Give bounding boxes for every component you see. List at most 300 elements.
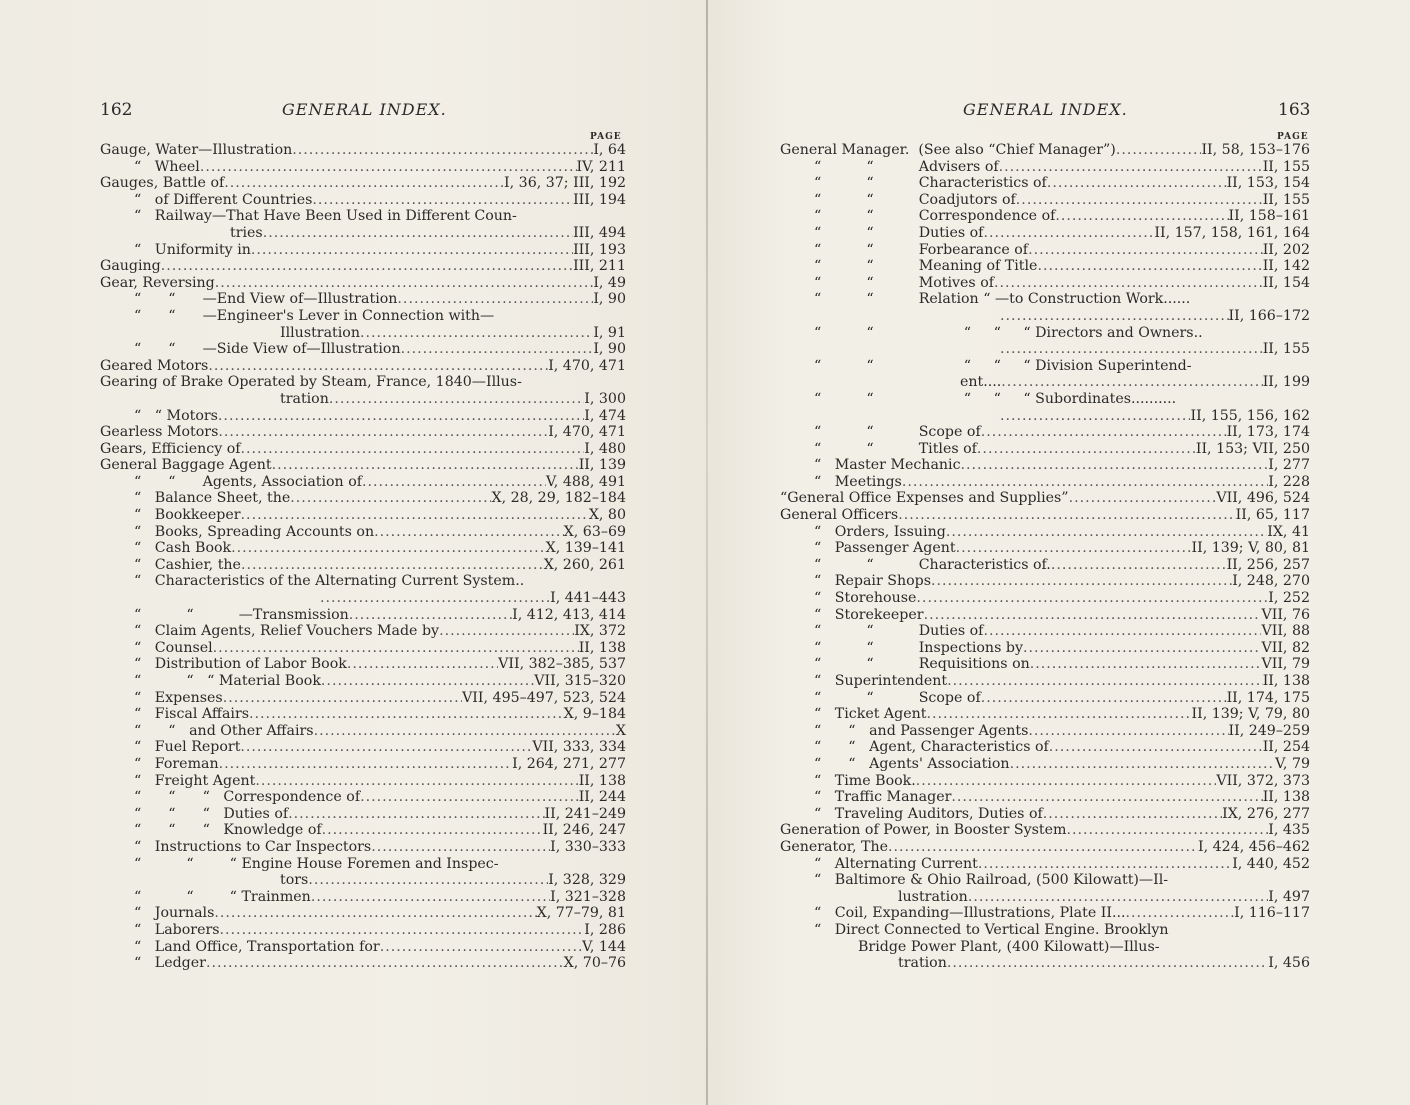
index-entry <box>100 856 626 873</box>
leader-dots <box>360 789 579 806</box>
entry-text: “ Expenses <box>134 689 223 706</box>
leader-dots <box>322 822 543 839</box>
leader-dots <box>292 142 593 159</box>
page-reference: II, 155 <box>1262 191 1310 208</box>
leader-dots <box>1000 341 1263 358</box>
page-reference: II, 153, 154 <box>1226 175 1310 192</box>
index-entry <box>780 839 1310 856</box>
entry-text: “ “ Duties of <box>814 224 984 241</box>
leader-dots <box>902 474 1268 491</box>
index-entry <box>100 341 626 358</box>
entry-text: “ Meetings <box>814 473 902 490</box>
page-reference: I, 286 <box>584 921 626 938</box>
entry-text: Bridge Power Plant, (400 Kilowatt)—Illus- <box>858 938 1160 955</box>
leader-dots <box>349 607 512 624</box>
leader-dots <box>208 358 548 375</box>
index-entry <box>100 507 626 524</box>
page-reference: I, 228 <box>1268 473 1310 490</box>
entry-text: “ “ Scope of <box>814 689 981 706</box>
index-entry <box>780 739 1310 756</box>
page-reference: II, 202 <box>1262 241 1310 258</box>
page-reference: I, 470, 471 <box>548 424 626 441</box>
page-reference: II, 244 <box>578 789 626 806</box>
leader-dots <box>898 507 1235 524</box>
index-entry <box>100 723 626 740</box>
index-entry <box>780 441 1310 458</box>
leader-dots <box>312 192 573 209</box>
index-entry <box>780 557 1310 574</box>
page-reference: V, 144 <box>582 938 626 955</box>
leader-dots <box>927 706 1192 723</box>
entry-text: “ Traveling Auditors, Duties of <box>814 805 1043 822</box>
index-entries <box>100 142 626 972</box>
page-reference: X, 139–141 <box>545 540 626 557</box>
leader-dots <box>961 457 1269 474</box>
page-reference: II, 254 <box>1262 739 1310 756</box>
leader-dots <box>218 408 584 425</box>
entry-text: General Manager. (See also “Chief Manager”) <box>780 142 1116 158</box>
index-entry <box>780 889 1310 906</box>
leader-dots <box>994 275 1263 292</box>
right-page <box>705 0 1410 1105</box>
entry-text: “ Characteristics of the Alternating Current System.. <box>134 573 525 590</box>
index-entry <box>100 275 626 292</box>
index-entry <box>780 723 1310 740</box>
index-entry <box>780 474 1310 491</box>
entry-text: tries <box>230 224 263 241</box>
entry-text: Gauging <box>100 258 161 275</box>
leader-dots <box>947 673 1263 690</box>
entry-text: “ Land Office, Transportation for <box>134 938 380 955</box>
page-reference: VII, 382–385, 537 <box>498 656 626 673</box>
entry-text: tors <box>280 872 309 889</box>
page-reference: I, 435 <box>1268 822 1310 839</box>
leader-dots <box>263 225 573 242</box>
entry-text: “ “ Agents, Association of <box>134 473 362 490</box>
index-entry <box>100 474 626 491</box>
leader-dots <box>308 872 548 889</box>
index-entry <box>780 706 1310 723</box>
leader-dots <box>360 325 593 342</box>
entry-text: General Officers <box>780 507 899 524</box>
page-reference: VII, 79 <box>1261 656 1310 673</box>
entry-text: “ Journals <box>134 905 215 922</box>
leader-dots <box>374 524 564 541</box>
index-entry <box>100 457 626 474</box>
leader-dots <box>916 773 1217 790</box>
leader-dots <box>224 175 504 192</box>
entry-text: Geared Motors <box>100 357 209 374</box>
index-entry <box>100 142 626 159</box>
entry-text: “ “ Advisers of <box>814 158 999 175</box>
page-reference: I, 36, 37; III, 192 <box>504 175 626 192</box>
index-entry <box>100 424 626 441</box>
index-entry <box>780 175 1310 192</box>
index-entry <box>100 922 626 939</box>
index-entry <box>100 408 626 425</box>
page-reference: I, 470, 471 <box>548 357 626 374</box>
index-entry <box>780 142 1310 159</box>
entry-text: Illustration <box>280 324 360 341</box>
index-entry <box>780 822 1310 839</box>
entry-text: “ “ Scope of <box>814 424 981 441</box>
page-reference: II, 249–259 <box>1228 722 1310 739</box>
leader-dots <box>206 955 564 972</box>
index-entry <box>100 789 626 806</box>
leader-dots <box>311 889 550 906</box>
index-entry <box>100 358 626 375</box>
entry-text: “ Master Mechanic <box>814 457 961 474</box>
index-entry <box>100 839 626 856</box>
index-entry <box>100 374 626 391</box>
page-reference: II, 139 <box>578 457 626 474</box>
leader-dots <box>362 474 546 491</box>
page-reference: IX, 372 <box>574 623 626 640</box>
leader-dots <box>924 607 1262 624</box>
index-entry <box>780 507 1310 524</box>
entry-text: “ “ Correspondence of <box>814 208 1056 225</box>
entry-text: “ “ “ “ “ Division Superintend- <box>814 357 1192 374</box>
index-entry <box>780 806 1310 823</box>
page-reference: II, 142 <box>1262 258 1310 275</box>
leader-dots <box>1069 490 1217 507</box>
page-reference: I, 264, 271, 277 <box>512 755 626 772</box>
entry-text: “ Cashier, the <box>134 556 241 573</box>
entry-text: “ “ Agent, Characteristics of <box>814 739 1049 756</box>
page-reference: I, 412, 413, 414 <box>512 606 626 623</box>
index-entry <box>100 889 626 906</box>
leader-dots <box>981 690 1227 707</box>
leader-dots <box>1000 308 1229 325</box>
index-entry <box>100 673 626 690</box>
page-reference: II, 199 <box>1262 374 1310 391</box>
index-entry <box>780 905 1310 922</box>
page-reference: II, 155 <box>1262 158 1310 175</box>
page-reference: II, 138 <box>1262 673 1310 689</box>
entry-text: “ Distribution of Labor Book <box>134 656 347 673</box>
entry-text: “ Laborers <box>134 921 220 938</box>
leader-dots <box>272 457 579 474</box>
page-reference: X, 9–184 <box>563 706 626 723</box>
page-reference: III, 211 <box>573 258 626 275</box>
leader-dots <box>968 889 1268 906</box>
index-entry <box>780 391 1310 408</box>
index-entry <box>780 159 1310 176</box>
leader-dots <box>215 275 594 292</box>
entry-text: “ Fiscal Affairs <box>134 706 250 723</box>
index-entry <box>780 939 1310 956</box>
page-reference: VII, 496, 524 <box>1216 490 1310 507</box>
page-reference: II, 139; V, 79, 80 <box>1191 706 1310 723</box>
page-reference: V, 488, 491 <box>546 473 626 490</box>
entry-text: “ Superintendent <box>814 673 948 689</box>
running-title: GENERAL INDEX. <box>282 100 447 119</box>
leader-dots <box>1030 656 1262 673</box>
page-reference: I, 480 <box>584 440 626 457</box>
page-reference: X, 28, 29, 182–184 <box>491 490 626 507</box>
leader-dots <box>320 590 550 607</box>
index-entry <box>780 308 1310 325</box>
running-title: GENERAL INDEX. <box>963 100 1128 119</box>
index-entry <box>100 640 626 657</box>
entry-text: “ Time Book. <box>814 772 916 789</box>
entry-text: Gauge, Water—Illustration <box>100 142 293 158</box>
index-entry <box>100 739 626 756</box>
page-reference: I, 440, 452 <box>1232 855 1310 872</box>
leader-dots <box>951 789 1262 806</box>
index-entry <box>100 806 626 823</box>
page-reference: I, 300 <box>584 390 626 407</box>
page-column-label: PAGE <box>1277 132 1309 142</box>
index-entry <box>100 540 626 557</box>
leader-dots <box>1049 739 1263 756</box>
entry-text: “ “ —Transmission <box>134 606 349 623</box>
page-reference: I, 330–333 <box>550 838 626 855</box>
index-entry <box>100 656 626 673</box>
leader-dots <box>1051 557 1227 574</box>
index-entry <box>780 192 1310 209</box>
index-entry <box>100 706 626 723</box>
index-entry <box>100 573 626 590</box>
leader-dots <box>249 706 564 723</box>
index-entry <box>100 905 626 922</box>
leader-dots <box>240 739 532 756</box>
index-entry <box>100 242 626 259</box>
leader-dots <box>223 690 462 707</box>
entry-text: “ Balance Sheet, the <box>134 490 291 507</box>
page-reference: X <box>615 722 626 739</box>
leader-dots <box>983 225 1154 242</box>
index-entry <box>100 524 626 541</box>
index-entry <box>100 159 626 176</box>
page-reference: X, 63–69 <box>563 523 626 540</box>
index-entry <box>100 325 626 342</box>
entry-text: “ Storekeeper <box>814 606 924 623</box>
index-entry <box>780 524 1310 541</box>
index-entry <box>780 374 1310 391</box>
index-entry <box>780 341 1310 358</box>
index-entry <box>100 822 626 839</box>
page-reference: II, 174, 175 <box>1226 689 1310 706</box>
page-reference: II, 139; V, 80, 81 <box>1191 540 1310 557</box>
entry-text: “ Railway—That Have Been Used in Different Coun- <box>134 208 517 225</box>
entry-text: “ Storehouse <box>814 590 917 607</box>
leader-dots <box>1037 258 1262 275</box>
entry-text: “ “ “ Knowledge of <box>134 822 322 839</box>
entry-text: “ Foreman <box>134 755 219 772</box>
page-reference: X, 77–79, 81 <box>536 905 626 922</box>
entry-text: “ Passenger Agent <box>814 540 956 557</box>
page-reference: II, 65, 117 <box>1235 507 1310 524</box>
entry-text: “ Bookkeeper <box>134 507 241 524</box>
index-entry <box>780 656 1310 673</box>
index-entry <box>100 391 626 408</box>
page-reference: I, 424, 456–462 <box>1198 838 1310 855</box>
page-reference: VII, 495–497, 523, 524 <box>462 689 626 706</box>
entry-text: Generation of Power, in Booster System <box>780 822 1067 839</box>
leader-dots <box>219 756 512 773</box>
leader-dots <box>288 806 544 823</box>
leader-dots <box>1028 723 1228 740</box>
entry-text: “ “ —Engineer's Lever in Connection with— <box>134 307 495 324</box>
entry-text: lustration <box>898 888 968 905</box>
leader-dots <box>1055 208 1228 225</box>
page-reference: I, 116–117 <box>1234 905 1310 922</box>
leader-dots <box>999 159 1263 176</box>
leader-dots <box>380 939 582 956</box>
leader-dots <box>947 955 1268 972</box>
leader-dots <box>218 424 548 441</box>
entry-text: “ “ “ Engine House Foremen and Inspec- <box>134 855 499 872</box>
page-reference: III, 194 <box>573 191 626 208</box>
index-entry <box>100 607 626 624</box>
index-entry <box>780 408 1310 425</box>
leader-dots <box>1047 175 1227 192</box>
leader-dots <box>371 839 550 856</box>
entry-text: “ “ Agents' Association <box>814 755 1010 772</box>
page-reference: VII, 315–320 <box>534 673 626 689</box>
page-reference: II, 154 <box>1262 274 1310 291</box>
index-entry <box>100 175 626 192</box>
entry-text: “ Direct Connected to Vertical Engine. Brooklyn <box>814 921 1169 938</box>
index-entry <box>100 208 626 225</box>
page-reference: IV, 211 <box>576 158 626 175</box>
entry-text: “ Uniformity in <box>134 241 251 258</box>
entry-text: “ Orders, Issuing <box>814 523 946 540</box>
leader-dots <box>214 905 536 922</box>
leader-dots <box>981 424 1227 441</box>
entry-text: “ “ Relation “ —to Construction Work...... <box>814 291 1191 308</box>
entry-text: tration <box>898 955 947 972</box>
index-entry <box>780 590 1310 607</box>
index-entry <box>780 922 1310 939</box>
index-entry <box>780 955 1310 972</box>
leader-dots <box>241 557 544 574</box>
leader-dots <box>1028 242 1263 259</box>
page-reference: VII, 333, 334 <box>532 739 626 756</box>
index-entry <box>780 490 1310 507</box>
entry-text: Gearless Motors <box>100 424 219 441</box>
page-reference: II, 173, 174 <box>1226 424 1310 441</box>
leader-dots <box>1000 408 1190 425</box>
entry-text: “ “ Duties of <box>814 623 984 640</box>
page-reference: II, 256, 257 <box>1226 556 1310 573</box>
entry-text: “ “ Characteristics of <box>814 175 1047 192</box>
leader-dots <box>1010 756 1276 773</box>
leader-dots <box>439 623 574 640</box>
index-entry <box>780 258 1310 275</box>
page-reference: VII, 372, 373 <box>1216 772 1310 789</box>
page-reference: VII, 88 <box>1261 623 1310 640</box>
entry-text: “ Ledger <box>134 955 206 972</box>
index-entry <box>780 756 1310 773</box>
entry-text: “ “ “ Trainmen <box>134 888 311 905</box>
index-entry <box>780 457 1310 474</box>
page-reference: I, 277 <box>1268 457 1310 474</box>
index-entry <box>100 225 626 242</box>
entry-text: “ Instructions to Car Inspectors <box>134 838 372 855</box>
leader-dots <box>220 922 585 939</box>
entry-text: “ Alternating Current <box>814 855 978 872</box>
index-entry <box>100 623 626 640</box>
index-entry <box>780 540 1310 557</box>
index-entry <box>780 242 1310 259</box>
index-entries <box>780 142 1310 972</box>
leader-dots <box>977 441 1196 458</box>
entry-text: General Baggage Agent <box>100 457 272 474</box>
page-reference: I, 497 <box>1268 888 1310 905</box>
index-entry <box>780 773 1310 790</box>
leader-dots <box>888 839 1198 856</box>
leader-dots <box>241 441 585 458</box>
page-reference: II, 153; VII, 250 <box>1195 440 1310 457</box>
entry-text: “ Ticket Agent <box>814 706 927 723</box>
page-reference: I, 252 <box>1268 590 1310 607</box>
leader-dots <box>1116 142 1202 159</box>
page-reference: II, 158–161 <box>1228 208 1310 225</box>
page-number: 163 <box>1278 100 1311 120</box>
page-reference: II, 155 <box>1262 341 1310 358</box>
leader-dots <box>329 391 584 408</box>
entry-text: “ “ Forbearance of <box>814 241 1029 258</box>
entry-text: Gauges, Battle of <box>100 175 225 192</box>
entry-text: “General Office Expenses and Supplies” <box>780 490 1069 507</box>
index-entry <box>100 590 626 607</box>
index-entry <box>100 557 626 574</box>
entry-text: ent.... <box>960 374 1002 391</box>
leader-dots <box>956 540 1192 557</box>
entry-text: “ Freight Agent <box>134 772 256 789</box>
leader-dots <box>1016 192 1263 209</box>
index-entry <box>100 441 626 458</box>
index-entry <box>780 856 1310 873</box>
page-number: 162 <box>100 100 133 120</box>
page-reference: I, 248, 270 <box>1232 573 1310 590</box>
leader-dots <box>931 573 1232 590</box>
page-reference: II, 138 <box>578 772 626 789</box>
index-entry <box>780 325 1310 342</box>
entry-text: “ Claim Agents, Relief Vouchers Made by <box>134 623 440 640</box>
leader-dots <box>401 341 594 358</box>
page-reference: IX, 41 <box>1267 523 1310 540</box>
leader-dots <box>231 540 545 557</box>
index-entry <box>780 789 1310 806</box>
book-gutter <box>706 0 708 1105</box>
entry-text: “ “ Motors <box>134 407 218 424</box>
entry-text: “ “ Requisitions on <box>814 656 1030 673</box>
entry-text: “ Fuel Report <box>134 739 241 756</box>
page-reference: I, 90 <box>593 341 626 358</box>
index-entry <box>780 673 1310 690</box>
page-reference: III, 494 <box>573 224 626 241</box>
entry-text: “ “ “ “ “ Subordinates.......... <box>814 390 1177 407</box>
entry-text: “ Books, Spreading Accounts on <box>134 523 375 540</box>
leader-dots <box>946 524 1267 541</box>
entry-text: “ “ and Passenger Agents <box>814 722 1029 739</box>
leader-dots <box>1001 374 1262 391</box>
index-entry <box>780 607 1310 624</box>
page-reference: II, 58, 153–176 <box>1201 142 1310 158</box>
entry-text: “ “ Motives of <box>814 274 995 291</box>
page-reference: I, 64 <box>593 142 626 158</box>
leader-dots <box>200 159 577 176</box>
entry-text: “ Repair Shops <box>814 573 931 590</box>
page-reference: II, 155, 156, 162 <box>1190 407 1310 424</box>
index-entry <box>780 275 1310 292</box>
leader-dots <box>916 590 1268 607</box>
page-reference: I, 49 <box>593 274 626 291</box>
leader-dots <box>397 291 593 308</box>
